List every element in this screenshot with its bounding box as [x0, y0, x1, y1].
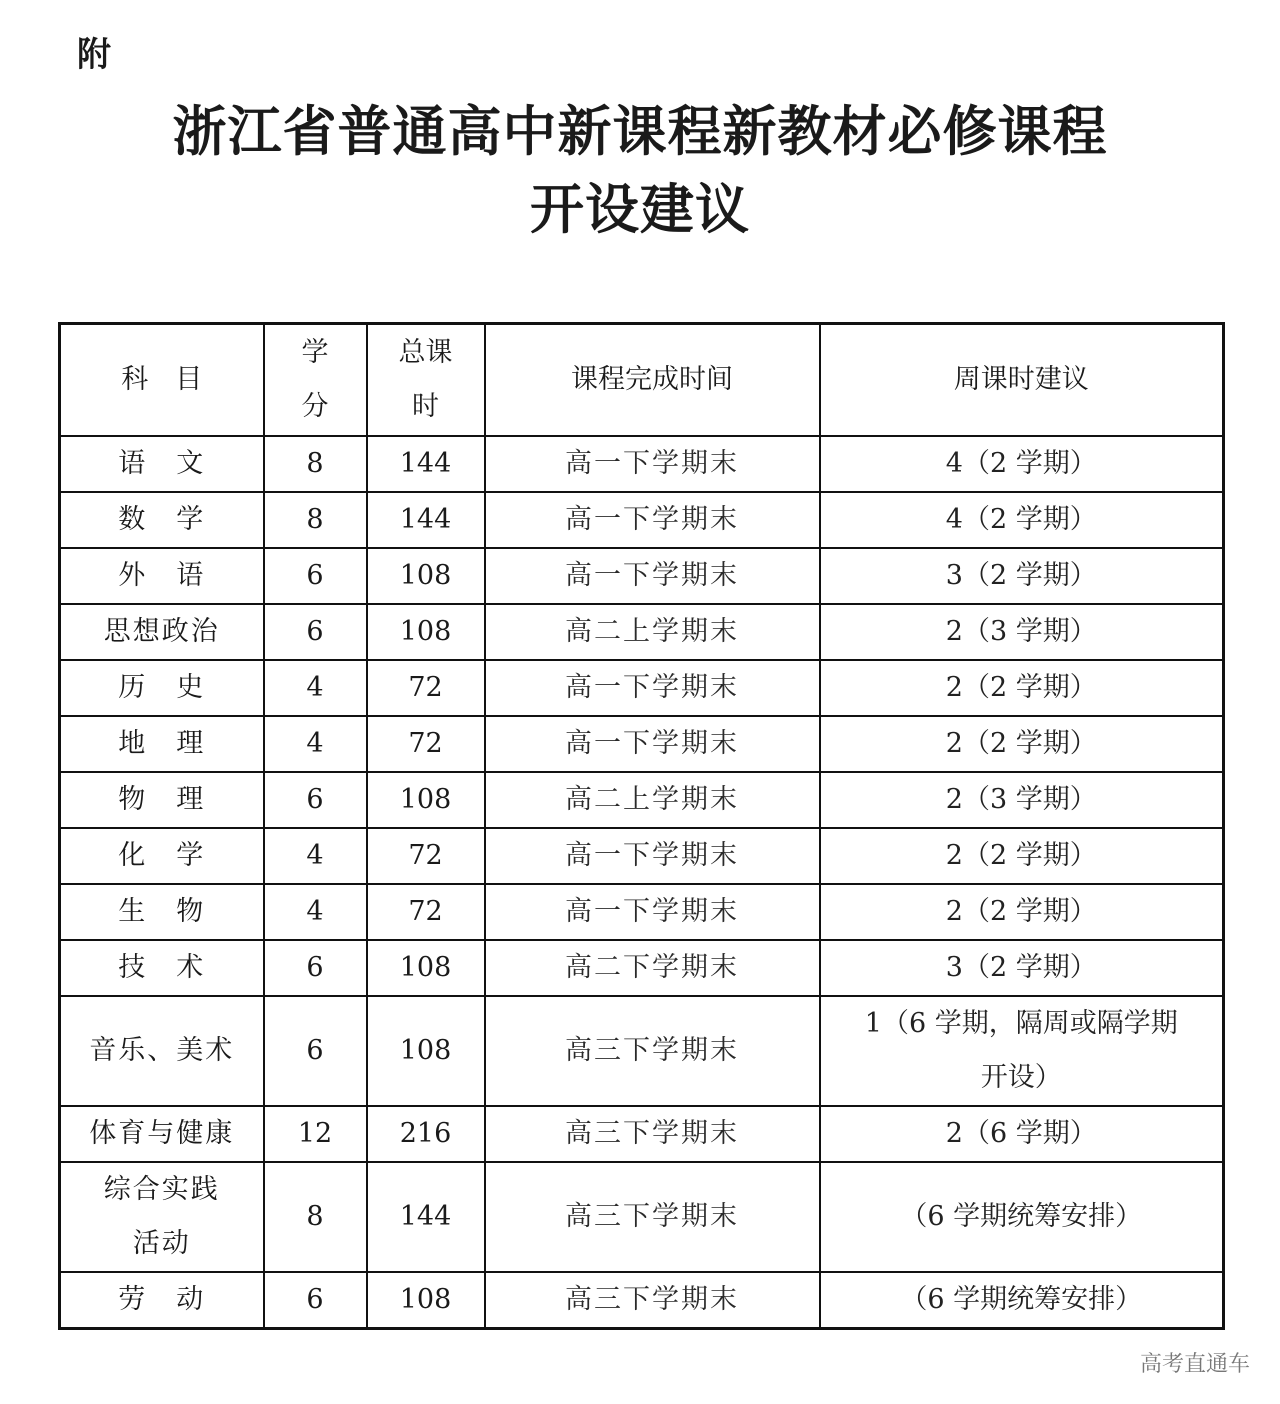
- table-header-row: [60, 324, 1224, 437]
- header-credits: [264, 324, 367, 437]
- header-credits-line-1: 学: [301, 337, 329, 368]
- weekly-cell: 2（2 学期）: [820, 828, 1224, 884]
- table-row: [60, 772, 1224, 828]
- completion-cell: 高三下学期末: [485, 1106, 820, 1162]
- table-row: [60, 1106, 1224, 1162]
- completion-cell: 高一下学期末: [485, 884, 820, 940]
- hours-cell: 72: [367, 828, 485, 884]
- subject-cell: [60, 1162, 264, 1272]
- completion-cell: 高二下学期末: [485, 940, 820, 996]
- hours-cell: 72: [367, 884, 485, 940]
- hours-cell: 108: [367, 940, 485, 996]
- subject-cell: 技 术: [60, 940, 264, 996]
- credits-cell: 4: [264, 884, 367, 940]
- table-row: [60, 492, 1224, 548]
- table-row: [60, 828, 1224, 884]
- completion-cell: 高一下学期末: [485, 716, 820, 772]
- completion-cell: 高三下学期末: [485, 1162, 820, 1272]
- completion-cell: 高一下学期末: [485, 436, 820, 492]
- subject-cell: 化 学: [60, 828, 264, 884]
- table-row: [60, 996, 1224, 1106]
- hours-cell: 108: [367, 1272, 485, 1329]
- subject-cell: 地 理: [60, 716, 264, 772]
- subject-cell: 历 史: [60, 660, 264, 716]
- weekly-cell: 3（2 学期）: [820, 548, 1224, 604]
- subject-cell: 物 理: [60, 772, 264, 828]
- credits-cell: 6: [264, 940, 367, 996]
- completion-cell: 高一下学期末: [485, 828, 820, 884]
- weekly-cell: 2（6 学期）: [820, 1106, 1224, 1162]
- credits-cell: 8: [264, 1162, 367, 1272]
- credits-cell: 4: [264, 828, 367, 884]
- header-total-hours: [367, 324, 485, 437]
- subject-cell-line-1: 综合实践: [103, 1174, 220, 1205]
- credits-cell: 6: [264, 996, 367, 1106]
- table-row: [60, 940, 1224, 996]
- weekly-cell-line-2: 开设）: [980, 1062, 1062, 1093]
- table-row: [60, 716, 1224, 772]
- weekly-cell: （6 学期统筹安排）: [820, 1272, 1224, 1329]
- completion-cell: 高二上学期末: [485, 772, 820, 828]
- credits-cell: 4: [264, 660, 367, 716]
- credits-cell: 4: [264, 716, 367, 772]
- hours-cell: 144: [367, 492, 485, 548]
- table-row: [60, 1162, 1224, 1272]
- completion-cell: 高一下学期末: [485, 548, 820, 604]
- weekly-cell: （6 学期统筹安排）: [820, 1162, 1224, 1272]
- weekly-cell: 2（2 学期）: [820, 716, 1224, 772]
- document-title-line-1: 浙江省普通高中新课程新教材必修课程: [172, 100, 1108, 163]
- subject-cell: 思想政治: [60, 604, 264, 660]
- subject-cell: 生 物: [60, 884, 264, 940]
- credits-cell: 12: [264, 1106, 367, 1162]
- header-credits-line-2: 分: [301, 391, 329, 422]
- table-row: [60, 1272, 1224, 1329]
- subject-cell: 数 学: [60, 492, 264, 548]
- hours-cell: 216: [367, 1106, 485, 1162]
- hours-cell: 72: [367, 716, 485, 772]
- header-hours-line-1: 总课: [398, 337, 453, 368]
- header-weekly-hours: 周课时建议: [820, 324, 1224, 437]
- subject-cell: 体育与健康: [60, 1106, 264, 1162]
- table-row: [60, 548, 1224, 604]
- credits-cell: 8: [264, 436, 367, 492]
- hours-cell: 108: [367, 548, 485, 604]
- weekly-cell: 4（2 学期）: [820, 436, 1224, 492]
- subject-cell: 语 文: [60, 436, 264, 492]
- weekly-cell: 2（3 学期）: [820, 772, 1224, 828]
- table-row: [60, 884, 1224, 940]
- subject-cell-line-2: 活动: [132, 1228, 191, 1259]
- hours-cell: 72: [367, 660, 485, 716]
- subject-cell: 外 语: [60, 548, 264, 604]
- weekly-cell: 3（2 学期）: [820, 940, 1224, 996]
- completion-cell: 高一下学期末: [485, 660, 820, 716]
- weekly-cell: 2（2 学期）: [820, 660, 1224, 716]
- header-hours-line-2: 时: [412, 391, 439, 422]
- hours-cell: 144: [367, 1162, 485, 1272]
- completion-cell: 高一下学期末: [485, 492, 820, 548]
- watermark: 高考直通车: [1139, 1352, 1250, 1377]
- hours-cell: 144: [367, 436, 485, 492]
- credits-cell: 6: [264, 1272, 367, 1329]
- weekly-cell: [820, 996, 1224, 1106]
- subject-cell: 劳 动: [60, 1272, 264, 1329]
- subject-cell: 音乐、美术: [60, 996, 264, 1106]
- attachment-label: 附: [77, 35, 111, 75]
- weekly-cell-line-1: 1（6 学期，隔周或隔学期: [864, 1008, 1178, 1039]
- completion-cell: 高三下学期末: [485, 996, 820, 1106]
- credits-cell: 6: [264, 548, 367, 604]
- table-row: [60, 436, 1224, 492]
- hours-cell: 108: [367, 604, 485, 660]
- course-table: [58, 322, 1225, 1330]
- credits-cell: 8: [264, 492, 367, 548]
- header-completion-time: 课程完成时间: [485, 324, 820, 437]
- hours-cell: 108: [367, 772, 485, 828]
- table-row: [60, 660, 1224, 716]
- weekly-cell: 2（3 学期）: [820, 604, 1224, 660]
- weekly-cell: 2（2 学期）: [820, 884, 1224, 940]
- completion-cell: 高三下学期末: [485, 1272, 820, 1329]
- credits-cell: 6: [264, 772, 367, 828]
- credits-cell: 6: [264, 604, 367, 660]
- completion-cell: 高二上学期末: [485, 604, 820, 660]
- hours-cell: 108: [367, 996, 485, 1106]
- document-title-line-2: 开设建议: [530, 178, 750, 241]
- header-subject: 科 目: [60, 324, 264, 437]
- weekly-cell: 4（2 学期）: [820, 492, 1224, 548]
- table-row: [60, 604, 1224, 660]
